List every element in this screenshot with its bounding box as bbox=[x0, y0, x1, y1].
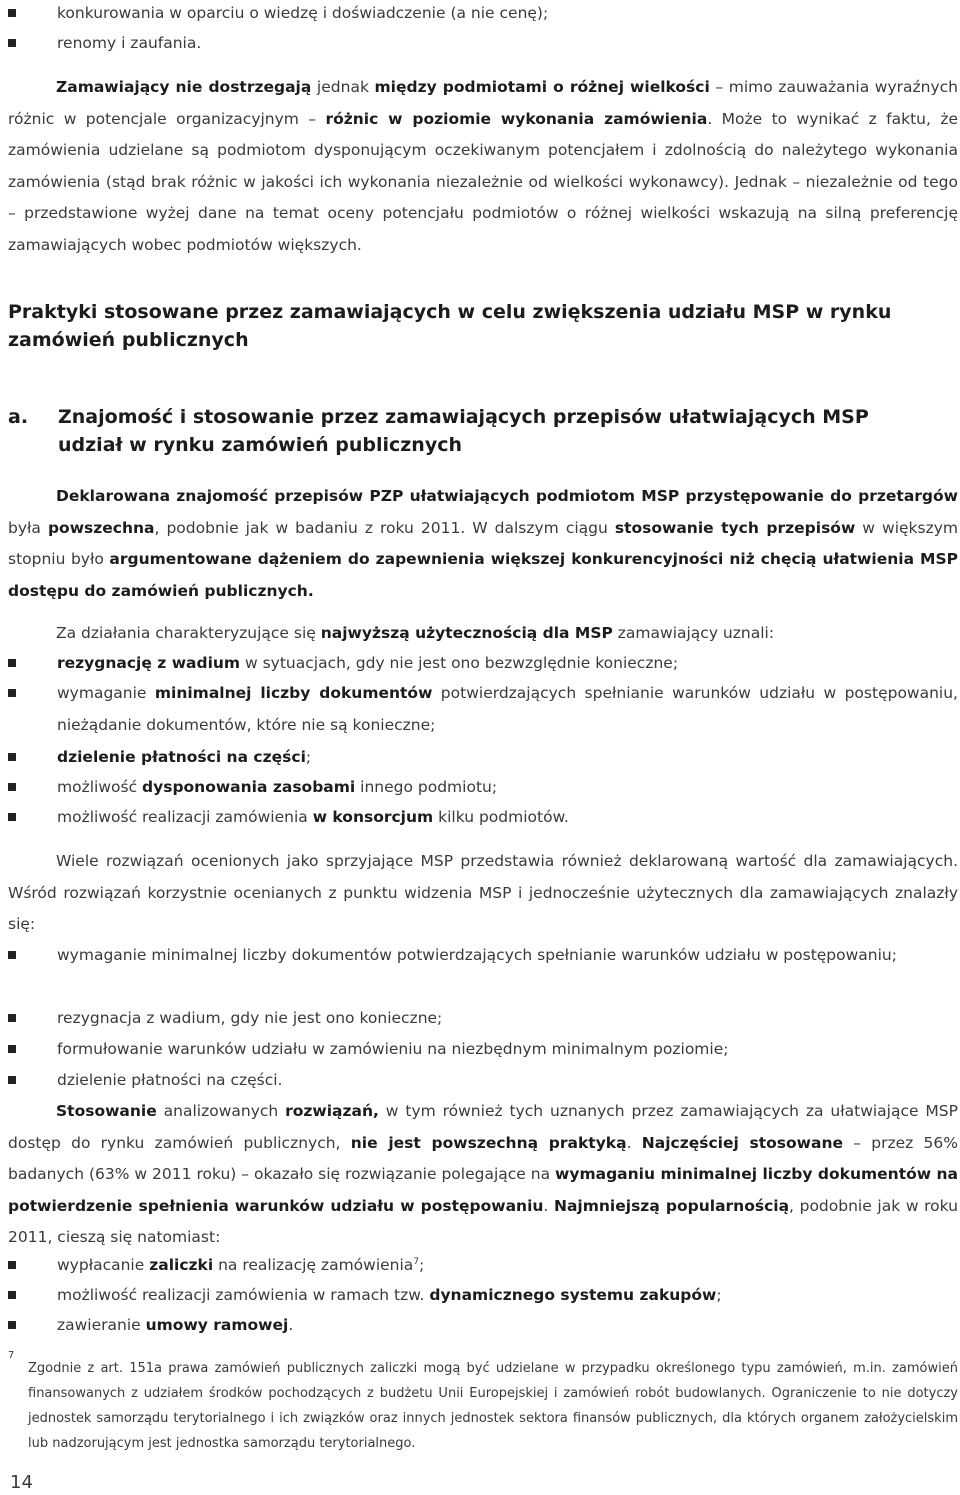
list-item: dzielenie płatności na części; bbox=[0, 742, 958, 774]
bullet-icon bbox=[8, 39, 16, 47]
subsection-label: a. bbox=[8, 406, 29, 428]
list-item: dzielenie płatności na części. bbox=[0, 1065, 958, 1097]
bullet-icon bbox=[8, 1261, 16, 1269]
paragraph: Za działania charakteryzujące się najwyższą użytecznością dla MSP zamawiający uznali: bbox=[56, 624, 775, 642]
bullet-icon bbox=[8, 9, 16, 17]
bullet-icon bbox=[8, 689, 16, 697]
list-item: rezygnację z wadium w sytuacjach, gdy nie jest ono bezwzględnie konieczne; bbox=[0, 648, 958, 680]
bullet-icon bbox=[8, 1014, 16, 1022]
bullet-icon bbox=[8, 951, 16, 959]
list-item: renomy i zaufania. bbox=[0, 28, 958, 60]
bullet-icon bbox=[8, 1076, 16, 1084]
bullet-icon bbox=[8, 753, 16, 761]
section-heading: Praktyki stosowane przez zamawiających w celu zwiększenia udziału MSP w rynku zamówień publicznych bbox=[8, 301, 892, 351]
list-item: możliwość realizacji zamówienia w ramach tzw. dynamicznego systemu zakupów; bbox=[0, 1280, 958, 1312]
list-item: możliwość dysponowania zasobami innego podmiotu; bbox=[0, 772, 958, 804]
page-number: 14 bbox=[10, 1472, 33, 1493]
bullet-icon bbox=[8, 659, 16, 667]
bullet-icon bbox=[8, 1321, 16, 1329]
list-item: wymaganie minimalnej liczby dokumentów potwierdzających spełnianie warunków udziału w postępowaniu, nieżądanie dokumentów, które nie są konieczne; bbox=[0, 678, 958, 741]
bullet-icon bbox=[8, 813, 16, 821]
footnote-text: Zgodnie z art. 151a prawa zamówień publicznych zaliczki mogą być udzielane w przypadku określonego typu zamówień, m.in. zamówień finansowanych z udziałem środków pochodzących z budżetu Unii Europejskiej i zamówień robót budowlanych. Ograniczenie to nie dotyczy jednostek samorządu terytorialnego i ich związków oraz innych jednostek sektora finansów publicznych, dla których organem założycielskim lub nadzorującym jest jednostka samorządu terytorialnego. bbox=[28, 1361, 958, 1451]
list-item: rezygnacja z wadium, gdy nie jest ono konieczne; bbox=[0, 1003, 958, 1035]
list-item: zawieranie umowy ramowej. bbox=[0, 1310, 958, 1342]
paragraph: Deklarowana znajomość przepisów PZP ułatwiających podmiotom MSP przystępowanie do przetargów była powszechna, podobnie jak w badaniu z roku 2011. W dalszym ciągu stosowanie tych przepisów w większym stopniu było argumentowane dążeniem do zapewnienia większej konkurencyjności niż chęcią ułatwienia MSP dostępu do zamówień publicznych. bbox=[8, 487, 959, 600]
paragraph: Stosowanie analizowanych rozwiązań, w tym również tych uznanych przez zamawiających za ułatwiające MSP dostęp do rynku zamówień publicznych, nie jest powszechną praktyką. Najczęściej stosowane – przez 56% badanych (63% w 2011 roku) – okazało się rozwiązanie polegające na wymaganiu minimalnej liczby dokumentów na potwierdzenie spełnienia warunków udziału w postępowaniu. Najmniejszą popularnością, podobnie jak w roku 2011, cieszą się natomiast: bbox=[8, 1102, 959, 1246]
paragraph: Zamawiający nie dostrzegają jednak między podmiotami o różnej wielkości – mimo zauważania wyraźnych różnic w potencjale organizacyjnym – różnic w poziomie wykonania zamówienia. Może to wynikać z faktu, że zamówienia udzielane są podmiotom dysponującym oczekiwanym potencjałem i zdolnością do należytego wykonania zamówienia (stąd brak różnic w jakości ich wykonania niezależnie od wielkości wykonawcy). Jednak – niezależnie od tego – przedstawione wyżej dane na temat oceny potencjału podmiotów o różnej wielkości wskazują na silną preferencję zamawiających wobec podmiotów większych. bbox=[8, 78, 958, 254]
paragraph: Wiele rozwiązań ocenionych jako sprzyjające MSP przedstawia również deklarowaną wartość dla zamawiających. Wśród rozwiązań korzystnie ocenianych z punktu widzenia MSP i jednocześnie użytecznych dla zamawiających znalazły się: bbox=[8, 852, 958, 933]
subsection-title: Znajomość i stosowanie przez zamawiających przepisów ułatwiających MSP udział w rynku zamówień publicznych bbox=[58, 406, 869, 456]
list-item: konkurowania w oparciu o wiedzę i doświadczenie (a nie cenę); bbox=[0, 0, 958, 30]
bullet-icon bbox=[8, 1291, 16, 1299]
footnote-ref[interactable]: 7 bbox=[413, 1256, 420, 1267]
bullet-icon bbox=[8, 1045, 16, 1053]
list-item: wymaganie minimalnej liczby dokumentów potwierdzających spełnianie warunków udziału w postępowaniu; bbox=[0, 940, 958, 972]
list-item: formułowanie warunków udziału w zamówieniu na niezbędnym minimalnym poziomie; bbox=[0, 1034, 958, 1066]
bullet-icon bbox=[8, 783, 16, 791]
list-item: możliwość realizacji zamówienia w konsorcjum kilku podmiotów. bbox=[0, 802, 958, 834]
list-item: wypłacanie zaliczki na realizację zamówienia$^7$; bbox=[0, 1250, 958, 1282]
